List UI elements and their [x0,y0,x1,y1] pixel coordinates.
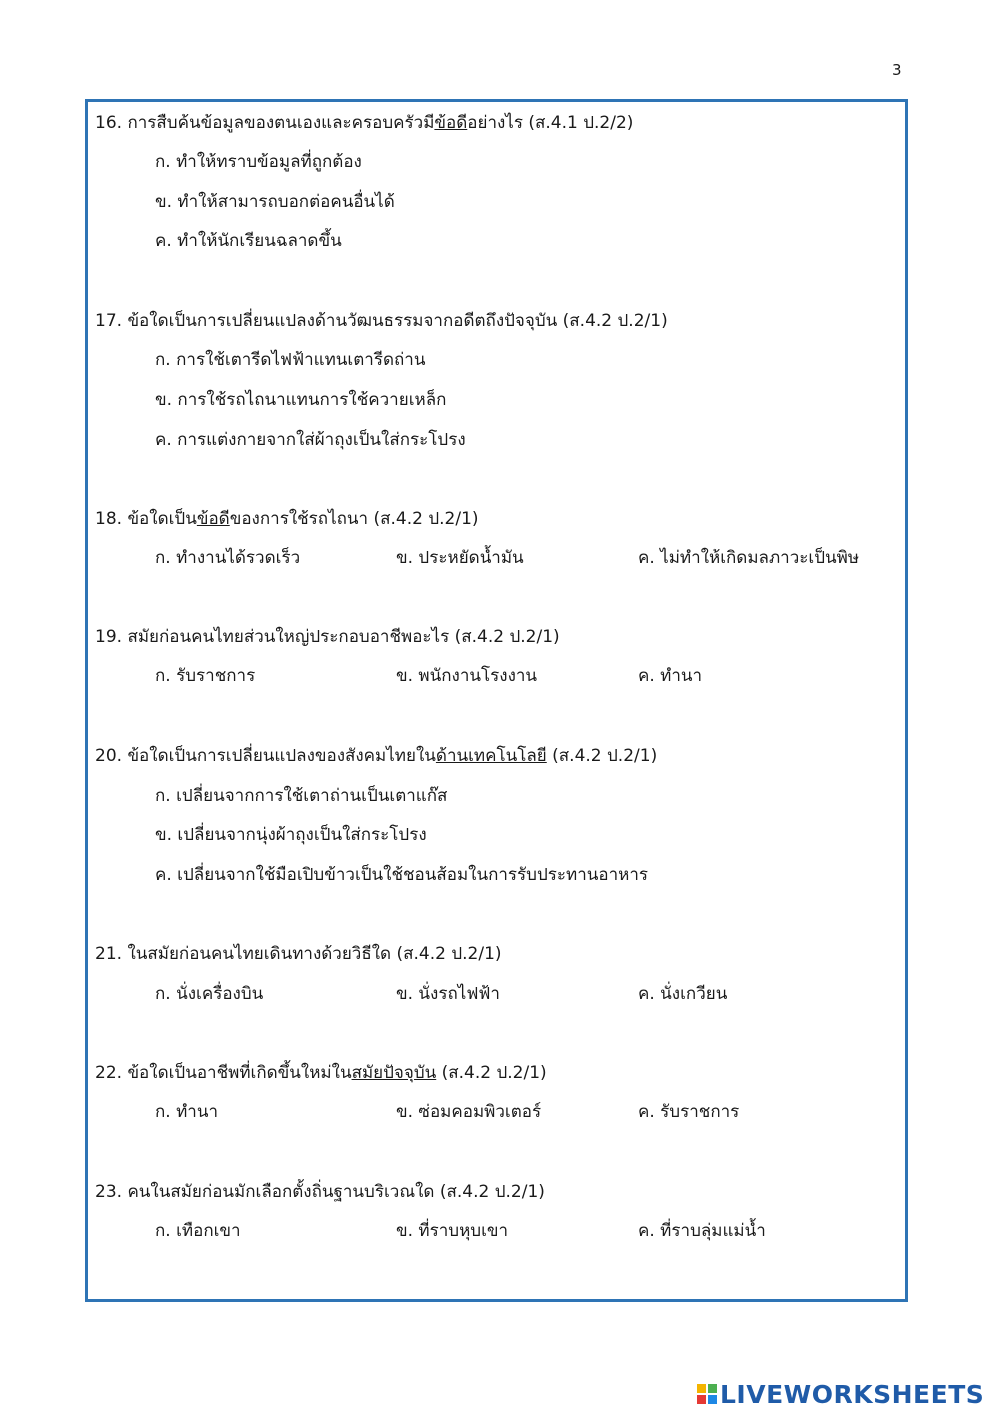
question-18: 18. ข้อใดเป็นข้อดีของการใช้รถไถนา (ส.4.2 ป.2/1) [95,509,479,529]
q17-option-b[interactable]: ข. การใช้รถไถนาแทนการใช้ควายเหล็ก [155,390,447,410]
question-19: 19. สมัยก่อนคนไทยส่วนใหญ่ประกอบอาชีพอะไร (ส.4.2 ป.2/1) [95,627,560,647]
q18-option-b[interactable]: ข. ประหยัดน้ำมัน [396,548,524,568]
q23-option-c[interactable]: ค. ที่ราบลุ่มแม่น้ำ [638,1221,766,1241]
q16-option-a[interactable]: ก. ทำให้ทราบข้อมูลที่ถูกต้อง [155,152,362,172]
q21-option-b[interactable]: ข. นั่งรถไฟฟ้า [396,984,500,1004]
q21-option-a[interactable]: ก. นั่งเครื่องบิน [155,984,264,1004]
question-16: 16. การสืบค้นข้อมูลของตนเองและครอบครัวมีข้อดีอย่างไร (ส.4.1 ป.2/2) [95,113,634,133]
q23-option-a[interactable]: ก. เทือกเขา [155,1221,241,1241]
q17-option-c[interactable]: ค. การแต่งกายจากใส่ผ้าถุงเป็นใส่กระโปรง [155,430,466,450]
q20-option-a[interactable]: ก. เปลี่ยนจากการใช้เตาถ่านเป็นเตาแก๊ส [155,786,448,806]
page-number: 3 [892,61,902,79]
q18-option-a[interactable]: ก. ทำงานได้รวดเร็ว [155,548,301,568]
q16-option-c[interactable]: ค. ทำให้นักเรียนฉลาดขึ้น [155,231,342,251]
q20-option-b[interactable]: ข. เปลี่ยนจากนุ่งผ้าถุงเป็นใส่กระโปรง [155,825,427,845]
q22-option-c[interactable]: ค. รับราชการ [638,1102,740,1122]
q22-option-b[interactable]: ข. ซ่อมคอมพิวเตอร์ [396,1102,542,1122]
question-23: 23. คนในสมัยก่อนมักเลือกตั้งถิ่นฐานบริเวณใด (ส.4.2 ป.2/1) [95,1182,545,1202]
q18-option-c[interactable]: ค. ไม่ทำให้เกิดมลภาวะเป็นพิษ [638,548,860,568]
q21-option-c[interactable]: ค. นั่งเกวียน [638,984,728,1004]
q19-option-a[interactable]: ก. รับราชการ [155,666,256,686]
question-17: 17. ข้อใดเป็นการเปลี่ยนแปลงด้านวัฒนธรรมจากอดีตถึงปัจจุบัน (ส.4.2 ป.2/1) [95,311,668,331]
question-20: 20. ข้อใดเป็นการเปลี่ยนแปลงของสังคมไทยในด้านเทคโนโลยี (ส.4.2 ป.2/1) [95,746,658,766]
liveworksheets-logo [697,1377,984,1411]
question-22: 22. ข้อใดเป็นอาชีพที่เกิดขึ้นใหม่ในสมัยปัจจุบัน (ส.4.2 ป.2/1) [95,1063,547,1083]
logo-text: LIVEWORKSHEETS [720,1379,985,1409]
q16-option-b[interactable]: ข. ทำให้สามารถบอกต่อคนอื่นได้ [155,192,395,212]
q17-option-a[interactable]: ก. การใช้เตารีดไฟฟ้าแทนเตารีดถ่าน [155,350,426,370]
q20-option-c[interactable]: ค. เปลี่ยนจากใช้มือเปิบข้าวเป็นใช้ชอนส้อมในการรับประทานอาหาร [155,865,649,885]
q22-option-a[interactable]: ก. ทำนา [155,1102,219,1122]
question-21: 21. ในสมัยก่อนคนไทยเดินทางด้วยวิธีใด (ส.4.2 ป.2/1) [95,944,502,964]
logo-blocks-icon [697,1384,717,1404]
q23-option-b[interactable]: ข. ที่ราบหุบเขา [396,1221,509,1241]
q19-option-c[interactable]: ค. ทำนา [638,666,703,686]
q19-option-b[interactable]: ข. พนักงานโรงงาน [396,666,538,686]
